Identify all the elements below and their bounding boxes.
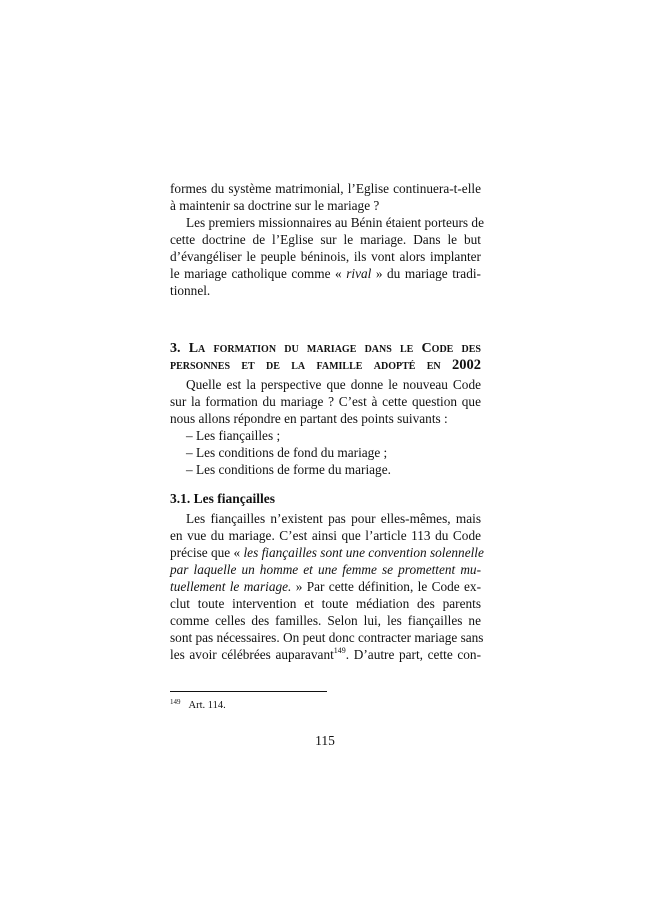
text-line <box>170 646 481 663</box>
text-line <box>170 561 481 578</box>
text-segment: précise que « <box>170 545 244 560</box>
text-line <box>170 629 484 646</box>
italic-text: tuellement le mariage. <box>170 579 292 594</box>
text-line <box>170 357 481 374</box>
text-line <box>170 427 481 444</box>
text-segment: personnes et de la famille adopté en <box>170 358 452 373</box>
text-segment: » Par cette définition, le Code ex- <box>291 579 481 594</box>
text-line <box>170 490 481 507</box>
text-segment: Les fiançailles n’existent pas pour elles-mêmes, mais <box>186 511 481 526</box>
text-line <box>170 248 481 265</box>
text-line <box>170 180 481 197</box>
italic-text: par laquelle un homme et une femme se promettent mu- <box>170 562 481 577</box>
paragraph <box>170 180 484 299</box>
text-segment: » du mariage tradi- <box>371 266 481 281</box>
text-line <box>170 197 481 214</box>
text-line <box>170 214 484 231</box>
text-segment: 3. La formation du mariage dans le Code des <box>170 341 481 356</box>
text-segment: cette doctrine de l’Eglise sur le mariage. Dans le but <box>170 232 481 247</box>
text-line <box>170 265 481 282</box>
text-line <box>170 595 481 612</box>
text-segment: – Les fiançailles ; <box>186 428 281 443</box>
paragraph <box>170 510 484 663</box>
italic-text: les fiançailles sont une convention solennelle <box>243 545 484 560</box>
text-segment: comme celles des familles. Selon lui, les fiançailles ne <box>170 613 481 628</box>
text-segment: nous allons répondre en partant des points suivants : <box>170 411 448 426</box>
text-segment: – Les conditions de fond du mariage ; <box>186 445 388 460</box>
text-segment: les avoir célébrées auparavant <box>170 647 334 662</box>
text-segment: formes du système matrimonial, l’Eglise continuera-t-elle <box>170 181 481 196</box>
text-line <box>170 231 481 248</box>
text-line <box>170 376 481 393</box>
footnote-separator <box>170 691 327 692</box>
text-segment: en vue du mariage. C’est ainsi que l’article 113 du Code <box>170 528 481 543</box>
text-line <box>170 340 481 357</box>
text-segment: 3.1. Les fiançailles <box>170 491 275 506</box>
text-segment: Les premiers missionnaires au Bénin étaient porteurs de <box>186 215 484 230</box>
text-line <box>170 527 481 544</box>
footnote-number: 149 <box>170 698 181 706</box>
italic-text: rival <box>346 266 372 281</box>
text-segment: Quelle est la perspective que donne le nouveau Code <box>186 377 481 392</box>
text-segment: clut toute intervention et toute médiation des parents <box>170 596 481 611</box>
subsection-heading <box>170 490 481 507</box>
text-segment: à maintenir sa doctrine sur le mariage ? <box>170 198 380 213</box>
text-segment: sur la formation du mariage ? C’est à cette question que <box>170 394 481 409</box>
text-line <box>170 282 481 299</box>
text-line <box>170 612 481 629</box>
text-segment: – Les conditions de forme du mariage. <box>186 462 391 477</box>
footnote <box>170 700 226 711</box>
text-line <box>170 444 481 461</box>
section-heading <box>170 340 481 374</box>
text-segment: d’évangéliser le peuple béninois, ils vont alors implanter <box>170 249 481 264</box>
text-segment: le mariage catholique comme « <box>170 266 347 281</box>
text-segment: sont pas nécessaires. On peut donc contracter mariage sans <box>170 630 484 645</box>
paragraph <box>170 376 481 478</box>
text-line <box>170 544 484 561</box>
footnote-text: Art. 114. <box>188 700 226 711</box>
text-line <box>170 410 481 427</box>
text-line <box>170 461 481 478</box>
text-line <box>170 510 481 527</box>
text-segment: 2002 <box>452 357 481 373</box>
page-number: 115 <box>315 733 335 748</box>
text-segment: . D’autre part, cette con- <box>345 647 481 662</box>
text-line <box>170 578 481 595</box>
footnote-reference: 149 <box>333 646 346 655</box>
text-line <box>170 393 481 410</box>
text-segment: tionnel. <box>170 283 211 298</box>
